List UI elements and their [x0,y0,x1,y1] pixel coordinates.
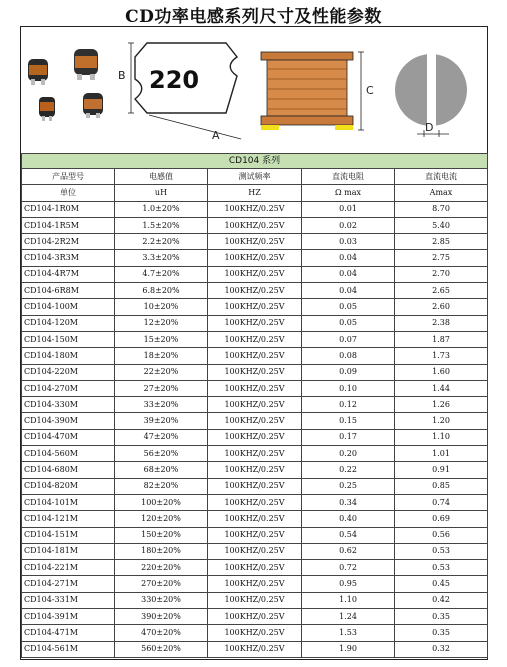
dc-resistance-cell: 0.05 [302,299,395,315]
units-row [22,185,488,201]
part-number-cell: CD104-151M [22,527,115,543]
inductance-cell: 270±20% [115,576,208,592]
dc-resistance-cell: 0.04 [302,266,395,282]
part-number-cell: CD104-221M [22,560,115,576]
bottom-view-drawing [395,52,467,137]
table-row [22,217,488,233]
part-number-cell: CD104-1R0M [22,201,115,217]
table-row [22,494,488,510]
part-number-cell: CD104-561M [22,641,115,657]
inductance-cell: 180±20% [115,543,208,559]
test-frequency-cell: 100KHZ/0.25V [208,511,302,527]
table-row [22,397,488,413]
test-frequency-cell: 100KHZ/0.25V [208,217,302,233]
part-number-cell: CD104-680M [22,462,115,478]
table-row [22,429,488,445]
dim-b-label: B [118,69,126,82]
part-number-cell: CD104-180M [22,348,115,364]
dc-current-cell: 0.45 [395,576,488,592]
test-frequency-cell: 100KHZ/0.25V [208,283,302,299]
test-frequency-cell: 100KHZ/0.25V [208,592,302,608]
dc-current-cell: 0.85 [395,478,488,494]
test-frequency-cell: 100KHZ/0.25V [208,250,302,266]
part-number-cell: CD104-101M [22,494,115,510]
dc-resistance-cell: 0.20 [302,446,395,462]
inductance-cell: 2.2±20% [115,234,208,250]
table-row [22,413,488,429]
inductance-cell: 15±20% [115,331,208,347]
table-row [22,446,488,462]
inductance-cell: 10±20% [115,299,208,315]
dc-current-cell: 1.87 [395,331,488,347]
table-row [22,641,488,657]
inductance-cell: 470±20% [115,625,208,641]
top-marking: 220 [149,66,200,94]
table-row [22,511,488,527]
dc-current-cell: 0.69 [395,511,488,527]
unit-cell: HZ [208,185,302,201]
test-frequency-cell: 100KHZ/0.25V [208,478,302,494]
dc-resistance-cell: 0.07 [302,331,395,347]
table-row [22,592,488,608]
dc-resistance-cell: 0.03 [302,234,395,250]
unit-cell: uH [115,185,208,201]
test-frequency-cell: 100KHZ/0.25V [208,429,302,445]
table-row [22,299,488,315]
inductance-cell: 82±20% [115,478,208,494]
inductance-cell: 33±20% [115,397,208,413]
table-row [22,283,488,299]
dc-resistance-cell: 0.01 [302,201,395,217]
table-row [22,576,488,592]
dc-current-cell: 0.32 [395,641,488,657]
inductance-cell: 12±20% [115,315,208,331]
inductance-cell: 18±20% [115,348,208,364]
unit-cell: Amax [395,185,488,201]
spec-table [21,153,488,658]
test-frequency-cell: 100KHZ/0.25V [208,315,302,331]
dc-current-cell: 2.65 [395,283,488,299]
dc-resistance-cell: 0.15 [302,413,395,429]
dc-current-cell: 5.40 [395,217,488,233]
dc-resistance-cell: 1.90 [302,641,395,657]
test-frequency-cell: 100KHZ/0.25V [208,494,302,510]
test-frequency-cell: 100KHZ/0.25V [208,543,302,559]
dc-current-cell: 0.35 [395,609,488,625]
dc-current-cell: 1.26 [395,397,488,413]
dc-resistance-cell: 1.10 [302,592,395,608]
dimension-figures [21,27,487,153]
inductance-cell: 1.0±20% [115,201,208,217]
part-number-cell: CD104-220M [22,364,115,380]
spec-sheet-frame [20,26,488,660]
table-row [22,478,488,494]
dc-resistance-cell: 0.05 [302,315,395,331]
dc-resistance-cell: 0.25 [302,478,395,494]
dc-resistance-cell: 0.09 [302,364,395,380]
dc-resistance-cell: 0.04 [302,250,395,266]
unit-cell: 单位 [22,185,115,201]
part-number-cell: CD104-121M [22,511,115,527]
dc-resistance-cell: 0.10 [302,380,395,396]
table-row [22,625,488,641]
header-cell: 直流电流 [395,169,488,185]
dc-current-cell: 2.75 [395,250,488,266]
dc-resistance-cell: 0.34 [302,494,395,510]
dc-current-cell: 0.53 [395,560,488,576]
inductor-photo-3 [39,97,55,121]
test-frequency-cell: 100KHZ/0.25V [208,560,302,576]
dc-current-cell: 2.70 [395,266,488,282]
table-row [22,201,488,217]
dc-resistance-cell: 0.04 [302,283,395,299]
dc-current-cell: 2.85 [395,234,488,250]
test-frequency-cell: 100KHZ/0.25V [208,331,302,347]
inductor-photo-1 [28,59,48,85]
dc-current-cell: 1.20 [395,413,488,429]
part-number-cell: CD104-2R2M [22,234,115,250]
part-number-cell: CD104-820M [22,478,115,494]
dc-resistance-cell: 0.17 [302,429,395,445]
table-row [22,527,488,543]
dc-resistance-cell: 0.22 [302,462,395,478]
dc-current-cell: 0.42 [395,592,488,608]
dc-current-cell: 1.01 [395,446,488,462]
table-row [22,560,488,576]
table-row [22,331,488,347]
inductance-cell: 220±20% [115,560,208,576]
dc-current-cell: 8.70 [395,201,488,217]
table-row [22,609,488,625]
inductance-cell: 47±20% [115,429,208,445]
series-title: CD104 系列 [22,154,488,169]
header-cell: 直流电阻 [302,169,395,185]
product-photo [28,49,103,121]
dc-current-cell: 1.44 [395,380,488,396]
inductance-cell: 56±20% [115,446,208,462]
inductance-cell: 330±20% [115,592,208,608]
part-number-cell: CD104-3R3M [22,250,115,266]
dim-d-label: D [425,121,434,134]
part-number-cell: CD104-391M [22,609,115,625]
table-row [22,364,488,380]
side-view-drawing [261,52,374,130]
table-row [22,234,488,250]
header-row [22,169,488,185]
dim-c-label: C [366,84,374,97]
part-number-cell: CD104-270M [22,380,115,396]
part-number-cell: CD104-330M [22,397,115,413]
inductance-cell: 39±20% [115,413,208,429]
dc-current-cell: 0.53 [395,543,488,559]
test-frequency-cell: 100KHZ/0.25V [208,348,302,364]
dc-resistance-cell: 1.24 [302,609,395,625]
table-row [22,348,488,364]
dc-resistance-cell: 0.54 [302,527,395,543]
table-row [22,462,488,478]
test-frequency-cell: 100KHZ/0.25V [208,462,302,478]
dc-current-cell: 0.74 [395,494,488,510]
dc-resistance-cell: 0.62 [302,543,395,559]
part-number-cell: CD104-271M [22,576,115,592]
page-title: CD功率电感系列尺寸及性能参数 [125,7,382,27]
dc-resistance-cell: 0.40 [302,511,395,527]
part-number-cell: CD104-150M [22,331,115,347]
part-number-cell: CD104-470M [22,429,115,445]
part-number-cell: CD104-100M [22,299,115,315]
test-frequency-cell: 100KHZ/0.25V [208,446,302,462]
dc-current-cell: 2.60 [395,299,488,315]
test-frequency-cell: 100KHZ/0.25V [208,380,302,396]
part-number-cell: CD104-6R8M [22,283,115,299]
part-number-cell: CD104-1R5M [22,217,115,233]
inductance-cell: 100±20% [115,494,208,510]
test-frequency-cell: 100KHZ/0.25V [208,299,302,315]
inductance-cell: 120±20% [115,511,208,527]
inductance-cell: 4.7±20% [115,266,208,282]
table-row [22,380,488,396]
test-frequency-cell: 100KHZ/0.25V [208,527,302,543]
inductor-photo-2 [74,49,98,80]
dc-resistance-cell: 0.08 [302,348,395,364]
dc-resistance-cell: 0.72 [302,560,395,576]
dim-a-label: A [212,129,220,142]
inductance-cell: 560±20% [115,641,208,657]
part-number-cell: CD104-4R7M [22,266,115,282]
table-row [22,266,488,282]
inductance-cell: 27±20% [115,380,208,396]
part-number-cell: CD104-120M [22,315,115,331]
test-frequency-cell: 100KHZ/0.25V [208,266,302,282]
dc-current-cell: 1.60 [395,364,488,380]
inductance-cell: 3.3±20% [115,250,208,266]
test-frequency-cell: 100KHZ/0.25V [208,625,302,641]
part-number-cell: CD104-181M [22,543,115,559]
table-row [22,250,488,266]
dc-current-cell: 0.35 [395,625,488,641]
series-title-row [22,154,488,169]
dc-resistance-cell: 0.95 [302,576,395,592]
header-cell: 电感值 [115,169,208,185]
inductance-cell: 1.5±20% [115,217,208,233]
inductance-cell: 6.8±20% [115,283,208,299]
dc-current-cell: 2.38 [395,315,488,331]
table-row [22,315,488,331]
table-row [22,543,488,559]
header-cell: 产品型号 [22,169,115,185]
test-frequency-cell: 100KHZ/0.25V [208,413,302,429]
part-number-cell: CD104-560M [22,446,115,462]
dc-current-cell: 0.56 [395,527,488,543]
part-number-cell: CD104-390M [22,413,115,429]
inductance-cell: 150±20% [115,527,208,543]
part-number-cell: CD104-471M [22,625,115,641]
test-frequency-cell: 100KHZ/0.25V [208,364,302,380]
inductance-cell: 390±20% [115,609,208,625]
test-frequency-cell: 100KHZ/0.25V [208,641,302,657]
dc-resistance-cell: 0.12 [302,397,395,413]
dc-current-cell: 1.10 [395,429,488,445]
top-view-drawing [118,43,241,142]
inductance-cell: 68±20% [115,462,208,478]
header-cell: 测试频率 [208,169,302,185]
test-frequency-cell: 100KHZ/0.25V [208,576,302,592]
dc-resistance-cell: 1.53 [302,625,395,641]
inductance-cell: 22±20% [115,364,208,380]
part-number-cell: CD104-331M [22,592,115,608]
dc-current-cell: 0.91 [395,462,488,478]
inductor-photo-4 [83,93,103,118]
dc-current-cell: 1.73 [395,348,488,364]
test-frequency-cell: 100KHZ/0.25V [208,201,302,217]
test-frequency-cell: 100KHZ/0.25V [208,397,302,413]
test-frequency-cell: 100KHZ/0.25V [208,234,302,250]
test-frequency-cell: 100KHZ/0.25V [208,609,302,625]
dc-resistance-cell: 0.02 [302,217,395,233]
unit-cell: Ω max [302,185,395,201]
